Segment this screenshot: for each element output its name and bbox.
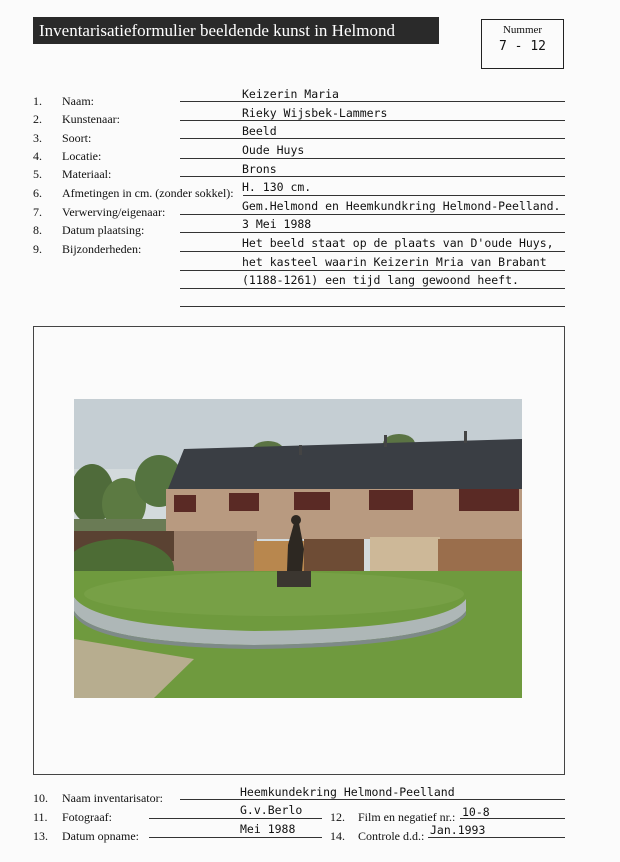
field-underline — [180, 799, 565, 800]
field-label: Datum plaatsing: — [62, 223, 145, 237]
form-title: Inventarisatieformulier beeldende kunst in Helmond — [33, 17, 439, 44]
field-number: 13. — [33, 829, 48, 843]
number-value: 7 - 12 — [499, 39, 546, 54]
field-value-soort: Beeld — [242, 124, 277, 138]
field-number: 4. — [33, 149, 42, 163]
field-value-inventarisator: Heemkundekring Helmond-Peelland — [240, 785, 455, 799]
field-underline — [180, 251, 565, 252]
field-underline — [180, 158, 565, 159]
field-number: 5. — [33, 167, 42, 181]
field-underline — [180, 120, 565, 121]
field-label: Materiaal: — [62, 167, 112, 181]
field-label: Controle d.d.: — [358, 829, 425, 843]
field-label: Soort: — [62, 131, 92, 145]
field-underline — [180, 232, 565, 233]
field-label: Afmetingen in cm. (zonder sokkel): — [62, 186, 234, 200]
field-label: Verwerving/eigenaar: — [62, 205, 166, 219]
field-number: 3. — [33, 131, 42, 145]
field-value-afmetingen: H. 130 cm. — [242, 180, 312, 194]
field-value-fotograaf: G.v.Berlo — [240, 803, 303, 817]
field-number: 6. — [33, 186, 42, 200]
field-number: 9. — [33, 242, 42, 256]
field-row-soort — [0, 124, 620, 147]
remarks-underline — [180, 270, 565, 271]
field-underline — [428, 837, 565, 838]
field-label: Naam inventarisator: — [62, 791, 163, 805]
field-label: Bijzonderheden: — [62, 242, 142, 256]
statue-photo — [74, 399, 522, 698]
field-underline — [149, 818, 322, 819]
field-underline — [460, 818, 565, 819]
field-value-kunstenaar: Rieky Wijsbek-Lammers — [242, 106, 388, 120]
field-label: Film en negatief nr.: — [358, 810, 456, 824]
field-number: 1. — [33, 94, 42, 108]
field-label: Kunstenaar: — [62, 112, 120, 126]
field-number: 12. — [330, 810, 345, 824]
field-underline — [149, 837, 322, 838]
field-underline — [180, 214, 565, 215]
field-label: Fotograaf: — [62, 810, 112, 824]
field-row-locatie — [0, 143, 620, 165]
field-number: 7. — [33, 205, 42, 219]
field-value-bijzonderheden: Het beeld staat op de plaats van D'oude Huys, — [242, 236, 554, 250]
field-underline — [243, 195, 565, 196]
number-label: Nummer — [502, 24, 543, 36]
field-number: 14. — [330, 829, 345, 843]
field-value-naam: Keizerin Maria — [242, 87, 339, 101]
remarks-underline — [180, 306, 565, 307]
field-underline — [180, 101, 565, 102]
field-value-materiaal: Brons — [242, 162, 277, 176]
field-number: 10. — [33, 791, 48, 805]
field-label: Locatie: — [62, 149, 102, 163]
field-row-kunstenaar — [0, 106, 620, 128]
number-box — [481, 19, 564, 69]
remarks-line-2: het kasteel waarin Keizerin Mria van Brabant — [242, 255, 547, 269]
field-value-controle: Jan.1993 — [430, 823, 486, 837]
field-value-verwerving: Gem.Helmond en Heemkundkring Helmond-Peelland. — [242, 199, 561, 213]
field-label: Datum opname: — [62, 829, 139, 843]
field-value-datum-opname: Mei 1988 — [240, 822, 296, 836]
remarks-underline — [180, 288, 565, 289]
photo-scene — [74, 399, 522, 698]
field-number: 11. — [33, 810, 48, 824]
field-underline — [180, 176, 565, 177]
field-value-locatie: Oude Huys — [242, 143, 305, 157]
field-number: 8. — [33, 223, 42, 237]
remarks-line-3: (1188-1261) een tijd lang gewoond heeft. — [242, 273, 519, 287]
field-value-datum-plaatsing: 3 Mei 1988 — [242, 217, 312, 231]
field-value-film: 10-8 — [462, 805, 490, 819]
field-underline — [180, 138, 565, 139]
field-number: 2. — [33, 112, 42, 126]
field-label: Naam: — [62, 94, 94, 108]
